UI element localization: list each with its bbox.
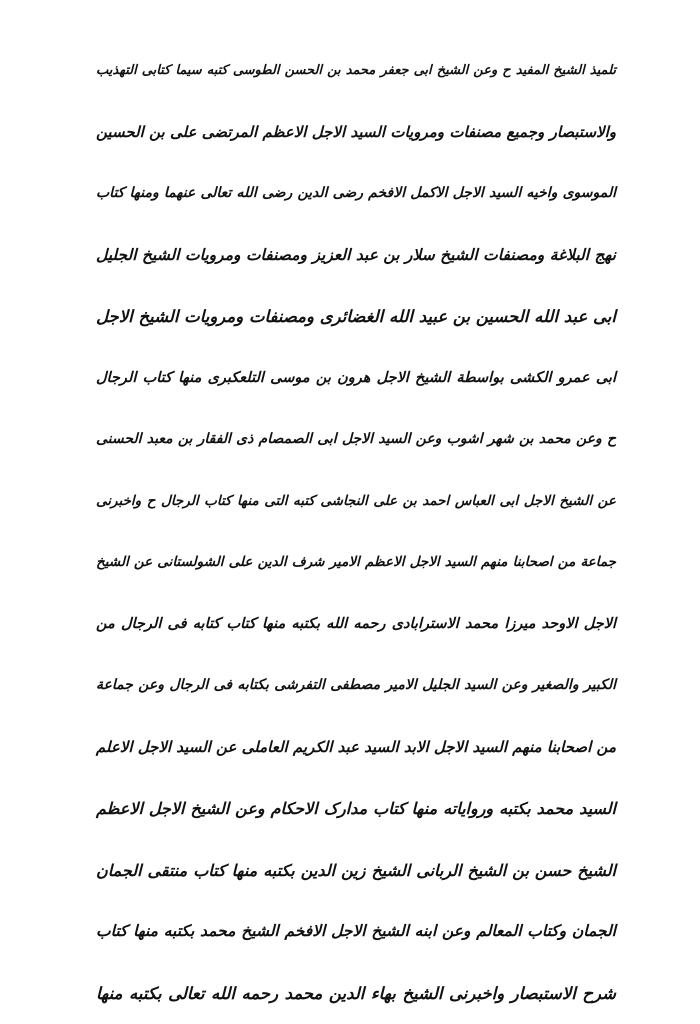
manuscript-line-13: السید محمد بکتبه وروایاته منها کتاب مدارک الاحکام وعن الشیخ الاجل الاعظم xyxy=(96,778,616,840)
manuscript-line-15: الجمان وکتاب المعالم وعن ابنه الشیخ الاجل الافخم الشیخ محمد بکتبه منها کتاب xyxy=(96,901,616,963)
manuscript-line-2: والاستبصار وجمیع مصنفات ومرویات السید الاجل الاعظم المرتضی علی بن الحسین xyxy=(96,102,616,164)
manuscript-line-11: الکبیر والصغیر وعن السید الجلیل الامیر مصطفی التفرشی بکتابه فی الرجال وعن جماعة xyxy=(96,655,616,717)
manuscript-line-8: عن الشیخ الاجل ابی العباس احمد بن علی النجاشی کتبه التی منها کتاب الرجال ح واخبرنی xyxy=(96,471,616,533)
manuscript-line-12: من اصحابنا منهم السید الاجل الابد السید عبد الکریم العاملی عن السید الاجل الاعلم xyxy=(96,717,616,779)
manuscript-line-16: شرح الاستبصار واخبرنی الشیخ بهاء الدین محمد رحمه الله تعالی بکتبه منها xyxy=(96,963,616,1024)
manuscript-line-7: ح وعن محمد بن شهر اشوب وعن السید الاجل ابی الصمصام ذی الفقار بن معبد الحسنی xyxy=(96,409,616,471)
manuscript-line-1: تلمیذ الشیخ المفید ح وعن الشیخ ابی جعفر محمد بن الحسن الطوسی کتبه سیما کتابی التهذیب xyxy=(96,40,616,102)
manuscript-line-4: نهج البلاغة ومصنفات الشیخ سلار بن عبد العزیز ومصنفات ومرویات الشیخ الجلیل xyxy=(96,225,616,287)
manuscript-line-6: ابی عمرو الکشی بواسطة الشیخ الاجل هرون بن موسی التلعکبری منها کتاب الرجال xyxy=(96,348,616,410)
manuscript-line-5: ابی عبد الله الحسین بن عبید الله الغضائری ومصنفات ومرویات الشیخ الاجل xyxy=(96,286,616,348)
manuscript-text-block xyxy=(96,40,616,1024)
manuscript-line-14: الشیخ حسن بن الشیخ الربانی الشیخ زین الدین بکتبه منها کتاب منتقی الجمان xyxy=(96,840,616,902)
manuscript-line-9: جماعة من اصحابنا منهم السید الاجل الاعظم الامیر شرف الدین علی الشولستانی عن الشیخ xyxy=(96,532,616,594)
manuscript-line-10: الاجل الاوحد میرزا محمد الاسترابادی رحمه الله بکتبه منها کتاب کتابه فی الرجال من xyxy=(96,594,616,656)
manuscript-line-3: الموسوی واخیه السید الاجل الاکمل الافخم رضی الدین رضی الله تعالی عنهما ومنها کتاب xyxy=(96,163,616,225)
